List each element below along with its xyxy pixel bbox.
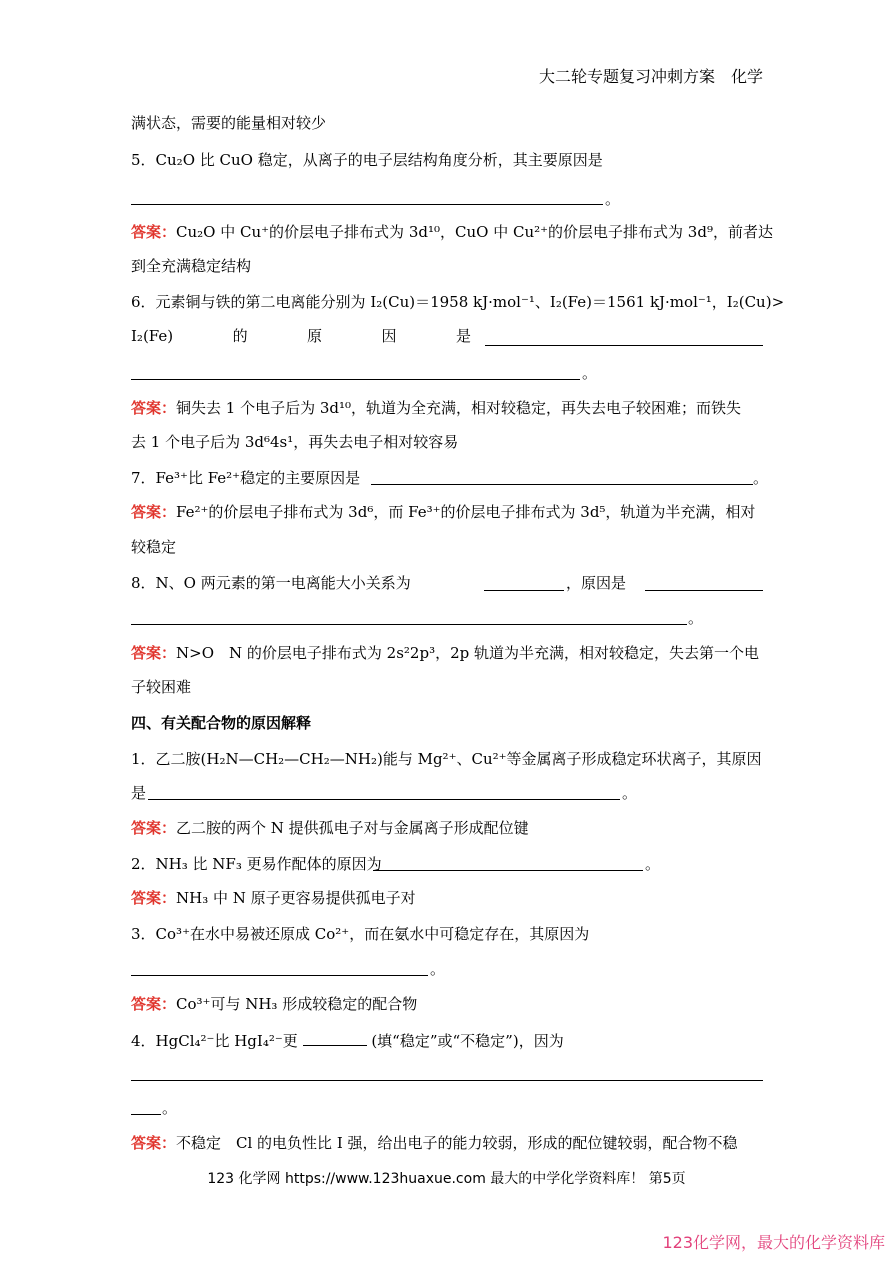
answer-blank[interactable]	[148, 799, 620, 800]
answer-p4	[131, 1132, 763, 1154]
end-mark: 。	[688, 609, 704, 627]
answer-label: 答案：	[131, 889, 177, 907]
answer-label: 答案：	[131, 399, 177, 417]
answer-7-line-2: 较稳定	[131, 538, 177, 556]
answer-8-line-1	[131, 642, 763, 664]
q6-word: I₂(Fe)	[131, 327, 174, 345]
question-7	[131, 467, 763, 489]
answer-label: 答案：	[131, 995, 177, 1013]
question-7-text: 7．Fe³⁺比 Fe²⁺稳定的主要原因是	[131, 469, 361, 487]
answer-p4-text: 不稳定 Cl 的电负性比 I 强，给出电子的能力较弱，形成的配位键较弱，配合物不稳	[176, 1134, 738, 1152]
problem-2	[131, 853, 763, 875]
answer-6-line-2: 去 1 个电子后为 3d⁶4s¹，再失去电子相对较容易	[131, 433, 459, 451]
q6-word: 原	[307, 327, 323, 345]
end-mark: 。	[430, 960, 446, 978]
watermark: 123化学网，最大的化学资料库	[662, 1233, 885, 1252]
end-mark: 。	[622, 784, 638, 802]
answer-8-text: N>O N 的价层电子排布式为 2s²2p³，2p 轨道为半充满，相对较稳定，失去第一个电	[176, 644, 759, 662]
answer-p1-text: 乙二胺的两个 N 提供孤电子对与金属离子形成配位键	[176, 819, 529, 837]
answer-blank[interactable]	[131, 1114, 161, 1115]
answer-blank[interactable]	[131, 204, 603, 205]
answer-p2	[131, 887, 763, 909]
text-line: 满状态，需要的能量相对较少	[131, 114, 327, 132]
problem-4-text-2: (填“稳定”或“不稳定”)，因为	[371, 1032, 564, 1050]
answer-label: 答案：	[131, 644, 177, 662]
problem-3-line-1: 3．Co³⁺在水中易被还原成 Co²⁺，而在氨水中可稳定存在，其原因为	[131, 925, 590, 943]
answer-blank[interactable]	[303, 1029, 367, 1046]
answer-blank[interactable]	[645, 590, 763, 591]
end-mark: 。	[645, 855, 661, 873]
q6-word: 的	[232, 327, 248, 345]
problem-2-text: 2．NH₃ 比 NF₃ 更易作配体的原因为	[131, 855, 382, 873]
end-mark: 。	[605, 190, 621, 208]
answer-blank[interactable]	[131, 975, 428, 976]
answer-p1	[131, 817, 763, 839]
answer-blank[interactable]	[485, 345, 763, 346]
answer-8-line-2: 子较困难	[131, 678, 192, 696]
end-mark: 。	[753, 469, 769, 487]
answer-blank[interactable]	[373, 870, 643, 871]
answer-label: 答案：	[131, 1134, 177, 1152]
question-5-text: 5．Cu₂O 比 CuO 稳定，从离子的电子层结构角度分析，其主要原因是	[131, 151, 603, 169]
end-mark: 。	[162, 1099, 178, 1117]
answer-p3-text: Co³⁺可与 NH₃ 形成较稳定的配合物	[176, 995, 418, 1013]
question-8-text-2: ，原因是	[566, 574, 627, 592]
answer-6-line-1	[131, 397, 763, 419]
answer-label: 答案：	[131, 819, 177, 837]
answer-blank[interactable]	[131, 379, 580, 380]
answer-blank[interactable]	[131, 1080, 763, 1081]
problem-1-line-2	[131, 782, 763, 804]
answer-5-text: Cu₂O 中 Cu⁺的价层电子排布式为 3d¹⁰，CuO 中 Cu²⁺的价层电子排布式为 3d⁹，前者达	[176, 223, 773, 241]
question-8-text: 8．N、O 两元素的第一电离能大小关系为	[131, 574, 411, 592]
answer-blank[interactable]	[484, 590, 564, 591]
answer-label: 答案：	[131, 223, 177, 241]
end-mark: 。	[582, 364, 598, 382]
answer-p3	[131, 993, 763, 1015]
page-header: 大二轮专题复习冲刺方案 化学	[538, 67, 763, 86]
answer-6-text: 铜失去 1 个电子后为 3d¹⁰，轨道为全充满，相对较稳定，再失去电子较困难；而铁失	[176, 399, 742, 417]
q6-word: 因	[381, 327, 397, 345]
problem-4-line-1	[131, 1029, 763, 1052]
answer-p2-text: NH₃ 中 N 原子更容易提供孤电子对	[176, 889, 416, 907]
problem-1-text: 是	[131, 784, 147, 802]
answer-blank[interactable]	[131, 624, 687, 625]
answer-label: 答案：	[131, 503, 177, 521]
answer-5-line-2: 到全充满稳定结构	[131, 257, 252, 275]
section-heading: 四、有关配合物的原因解释	[131, 714, 312, 732]
question-6-line-1: 6．元素铜与铁的第二电离能分别为 I₂(Cu)＝1958 kJ·mol⁻¹、I₂(Fe)＝1561 kJ·mol⁻¹，I₂(Cu)>	[131, 293, 785, 311]
answer-blank[interactable]	[371, 484, 753, 485]
question-6-line-2	[131, 325, 471, 347]
answer-7-text: Fe²⁺的价层电子排布式为 3d⁶，而 Fe³⁺的价层电子排布式为 3d⁵，轨道为半充满，相对	[176, 503, 756, 521]
problem-1-line-1: 1．乙二胺(H₂N—CH₂—CH₂—NH₂)能与 Mg²⁺、Cu²⁺等金属离子形成稳定环状离子，其原因	[131, 750, 762, 768]
answer-5-line-1	[131, 221, 773, 243]
question-5	[131, 149, 763, 171]
problem-4-text: 4．HgCl₄²⁻比 HgI₄²⁻更	[131, 1032, 298, 1050]
answer-7-line-1	[131, 501, 763, 523]
page-footer: 123 化学网 https://www.123huaxue.com 最大的中学化学资料库！ 第5页	[207, 1171, 686, 1187]
q6-word: 是	[455, 327, 471, 345]
